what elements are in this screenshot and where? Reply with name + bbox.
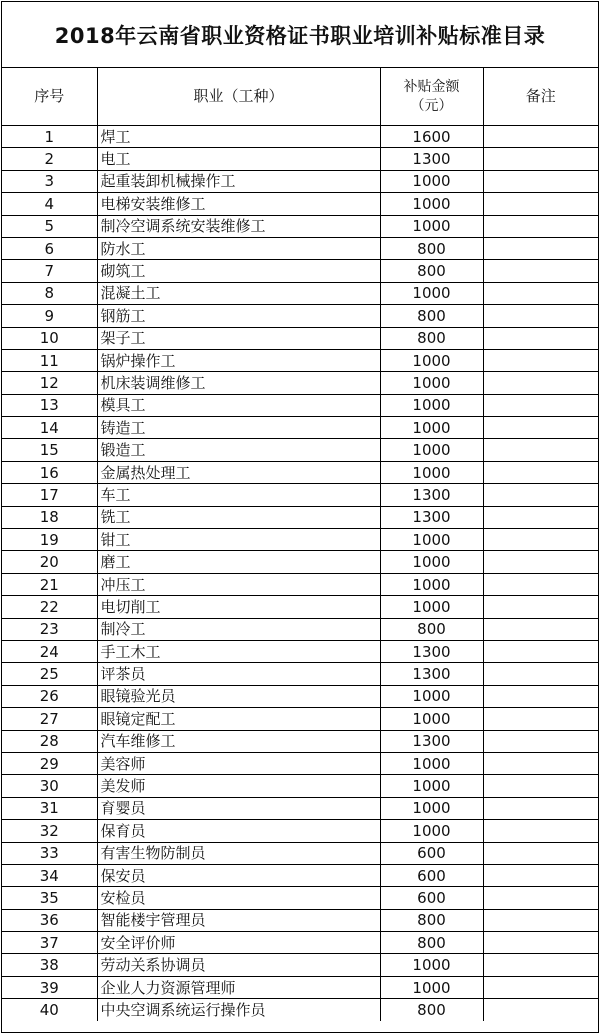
row-amount-cell: 1000: [380, 797, 483, 819]
row-index-cell: 31: [2, 797, 97, 819]
row-amount-cell: 600: [380, 864, 483, 886]
row-occupation-cell: 劳动关系协调员: [97, 954, 380, 976]
row-index-cell: 17: [2, 484, 97, 506]
row-amount-cell: 1000: [380, 752, 483, 774]
row-amount-cell: 1000: [380, 685, 483, 707]
row-occupation-cell: 电梯安装维修工: [97, 193, 380, 215]
table-row: [2, 237, 598, 259]
table-row: [2, 708, 598, 730]
row-remark-cell: [483, 663, 598, 685]
table-row: [2, 775, 598, 797]
table-row: [2, 439, 598, 461]
row-amount-cell: 1000: [380, 551, 483, 573]
table-row: [2, 215, 598, 237]
row-amount-cell: 1300: [380, 148, 483, 170]
row-occupation-cell: 架子工: [97, 327, 380, 349]
row-occupation-cell: 评茶员: [97, 663, 380, 685]
row-amount-cell: 1000: [380, 708, 483, 730]
table-row: [2, 327, 598, 349]
row-amount-cell: 1000: [380, 349, 483, 371]
row-remark-cell: [483, 618, 598, 640]
row-remark-cell: [483, 506, 598, 528]
table-row: [2, 461, 598, 483]
table-row: [2, 999, 598, 1021]
row-amount-cell: 1000: [380, 193, 483, 215]
row-amount-cell: 1000: [380, 417, 483, 439]
row-index-cell: 28: [2, 730, 97, 752]
row-occupation-cell: 智能楼宇管理员: [97, 909, 380, 931]
row-index-cell: 35: [2, 887, 97, 909]
table-row: [2, 663, 598, 685]
row-occupation-cell: 钢筋工: [97, 305, 380, 327]
table-row: [2, 640, 598, 662]
row-amount-cell: 1000: [380, 282, 483, 304]
row-occupation-cell: 中央空调系统运行操作员: [97, 999, 380, 1021]
row-index-cell: 2: [2, 148, 97, 170]
table-row: [2, 126, 598, 148]
row-index-cell: 3: [2, 170, 97, 192]
table-row: [2, 954, 598, 976]
table-row: [2, 842, 598, 864]
row-remark-cell: [483, 909, 598, 931]
row-index-cell: 21: [2, 573, 97, 595]
row-remark-cell: [483, 708, 598, 730]
row-occupation-cell: 保育员: [97, 820, 380, 842]
row-index-cell: 22: [2, 596, 97, 618]
row-index-cell: 19: [2, 529, 97, 551]
row-index-cell: 12: [2, 372, 97, 394]
row-amount-cell: 800: [380, 305, 483, 327]
row-index-cell: 6: [2, 237, 97, 259]
row-index-cell: 8: [2, 282, 97, 304]
row-amount-cell: 1000: [380, 215, 483, 237]
row-remark-cell: [483, 126, 598, 148]
row-amount-cell: 1000: [380, 372, 483, 394]
row-amount-cell: 1000: [380, 954, 483, 976]
header-remark: 备注: [483, 68, 598, 126]
row-index-cell: 11: [2, 349, 97, 371]
row-occupation-cell: 防水工: [97, 237, 380, 259]
row-occupation-cell: 钳工: [97, 529, 380, 551]
row-remark-cell: [483, 394, 598, 416]
table-row: [2, 596, 598, 618]
row-index-cell: 15: [2, 439, 97, 461]
table-row: [2, 282, 598, 304]
table-row: [2, 148, 598, 170]
row-index-cell: 38: [2, 954, 97, 976]
row-amount-cell: 1300: [380, 663, 483, 685]
row-index-cell: 1: [2, 126, 97, 148]
row-remark-cell: [483, 237, 598, 259]
row-occupation-cell: 铣工: [97, 506, 380, 528]
row-occupation-cell: 眼镜定配工: [97, 708, 380, 730]
row-remark-cell: [483, 417, 598, 439]
row-amount-cell: 800: [380, 327, 483, 349]
row-index-cell: 16: [2, 461, 97, 483]
row-index-cell: 20: [2, 551, 97, 573]
row-remark-cell: [483, 976, 598, 998]
row-index-cell: 37: [2, 932, 97, 954]
row-occupation-cell: 锅炉操作工: [97, 349, 380, 371]
row-amount-cell: 1300: [380, 506, 483, 528]
table-body: [2, 126, 598, 1021]
row-remark-cell: [483, 529, 598, 551]
row-occupation-cell: 机床装调维修工: [97, 372, 380, 394]
row-occupation-cell: 混凝土工: [97, 282, 380, 304]
row-occupation-cell: 美发师: [97, 775, 380, 797]
table-row: [2, 685, 598, 707]
table-row: [2, 909, 598, 931]
row-remark-cell: [483, 573, 598, 595]
row-remark-cell: [483, 820, 598, 842]
row-amount-cell: 1000: [380, 976, 483, 998]
row-occupation-cell: 冲压工: [97, 573, 380, 595]
row-index-cell: 40: [2, 999, 97, 1021]
row-amount-cell: 800: [380, 932, 483, 954]
row-occupation-cell: 有害生物防制员: [97, 842, 380, 864]
row-index-cell: 36: [2, 909, 97, 931]
header-occupation: 职业（工种）: [97, 68, 380, 126]
table-row: [2, 305, 598, 327]
table-row: [2, 506, 598, 528]
row-amount-cell: 800: [380, 909, 483, 931]
table-row: [2, 797, 598, 819]
table-row: [2, 864, 598, 886]
row-index-cell: 34: [2, 864, 97, 886]
table-row: [2, 820, 598, 842]
row-amount-cell: 1000: [380, 461, 483, 483]
row-occupation-cell: 铸造工: [97, 417, 380, 439]
row-index-cell: 9: [2, 305, 97, 327]
row-remark-cell: [483, 305, 598, 327]
row-index-cell: 24: [2, 640, 97, 662]
row-remark-cell: [483, 484, 598, 506]
row-remark-cell: [483, 260, 598, 282]
row-amount-cell: 800: [380, 237, 483, 259]
row-amount-cell: 600: [380, 887, 483, 909]
row-index-cell: 26: [2, 685, 97, 707]
row-remark-cell: [483, 327, 598, 349]
row-index-cell: 7: [2, 260, 97, 282]
row-occupation-cell: 美容师: [97, 752, 380, 774]
row-amount-cell: 1000: [380, 170, 483, 192]
header-amount-line1: 补贴金额: [403, 78, 460, 95]
row-occupation-cell: 保安员: [97, 864, 380, 886]
row-remark-cell: [483, 685, 598, 707]
table-row: [2, 573, 598, 595]
row-occupation-cell: 育婴员: [97, 797, 380, 819]
row-occupation-cell: 模具工: [97, 394, 380, 416]
row-remark-cell: [483, 551, 598, 573]
table-row: [2, 976, 598, 998]
subsidy-table-document: [1, 1, 599, 1033]
row-amount-cell: 1300: [380, 640, 483, 662]
row-index-cell: 29: [2, 752, 97, 774]
row-occupation-cell: 汽车维修工: [97, 730, 380, 752]
table-row: [2, 170, 598, 192]
row-remark-cell: [483, 282, 598, 304]
row-index-cell: 5: [2, 215, 97, 237]
row-occupation-cell: 砌筑工: [97, 260, 380, 282]
row-amount-cell: 800: [380, 260, 483, 282]
row-index-cell: 18: [2, 506, 97, 528]
table-row: [2, 394, 598, 416]
row-occupation-cell: 电工: [97, 148, 380, 170]
document-title: 2018年云南省职业资格证书职业培训补贴标准目录: [2, 2, 598, 68]
row-remark-cell: [483, 596, 598, 618]
row-amount-cell: 800: [380, 618, 483, 640]
row-remark-cell: [483, 349, 598, 371]
row-remark-cell: [483, 775, 598, 797]
row-occupation-cell: 起重装卸机械操作工: [97, 170, 380, 192]
row-remark-cell: [483, 999, 598, 1021]
row-remark-cell: [483, 372, 598, 394]
table-row: [2, 752, 598, 774]
row-occupation-cell: 制冷空调系统安装维修工: [97, 215, 380, 237]
row-remark-cell: [483, 170, 598, 192]
table-row: [2, 551, 598, 573]
row-remark-cell: [483, 887, 598, 909]
row-occupation-cell: 电切削工: [97, 596, 380, 618]
row-amount-cell: 1000: [380, 820, 483, 842]
row-occupation-cell: 企业人力资源管理师: [97, 976, 380, 998]
row-index-cell: 33: [2, 842, 97, 864]
header-amount: [380, 68, 483, 126]
row-occupation-cell: 手工木工: [97, 640, 380, 662]
row-index-cell: 30: [2, 775, 97, 797]
row-amount-cell: 1600: [380, 126, 483, 148]
row-occupation-cell: 安检员: [97, 887, 380, 909]
table-row: [2, 887, 598, 909]
row-occupation-cell: 安全评价师: [97, 932, 380, 954]
row-index-cell: 39: [2, 976, 97, 998]
table-row: [2, 260, 598, 282]
row-occupation-cell: 锻造工: [97, 439, 380, 461]
row-remark-cell: [483, 797, 598, 819]
row-index-cell: 32: [2, 820, 97, 842]
row-remark-cell: [483, 148, 598, 170]
table-row: [2, 618, 598, 640]
table-row: [2, 932, 598, 954]
row-remark-cell: [483, 954, 598, 976]
row-index-cell: 27: [2, 708, 97, 730]
table-row: [2, 730, 598, 752]
header-amount-line2: （元）: [410, 97, 453, 114]
table-row: [2, 372, 598, 394]
table-row: [2, 417, 598, 439]
row-index-cell: 14: [2, 417, 97, 439]
row-amount-cell: 800: [380, 999, 483, 1021]
row-index-cell: 13: [2, 394, 97, 416]
row-index-cell: 10: [2, 327, 97, 349]
row-remark-cell: [483, 864, 598, 886]
row-amount-cell: 1000: [380, 529, 483, 551]
row-amount-cell: 1000: [380, 439, 483, 461]
row-remark-cell: [483, 215, 598, 237]
row-occupation-cell: 焊工: [97, 126, 380, 148]
row-index-cell: 25: [2, 663, 97, 685]
row-amount-cell: 1000: [380, 775, 483, 797]
row-amount-cell: 1000: [380, 596, 483, 618]
row-remark-cell: [483, 439, 598, 461]
row-remark-cell: [483, 752, 598, 774]
header-index: 序号: [2, 68, 97, 126]
row-amount-cell: 1300: [380, 484, 483, 506]
table-row: [2, 193, 598, 215]
row-remark-cell: [483, 842, 598, 864]
row-index-cell: 23: [2, 618, 97, 640]
row-amount-cell: 600: [380, 842, 483, 864]
row-remark-cell: [483, 730, 598, 752]
row-amount-cell: 1000: [380, 394, 483, 416]
row-occupation-cell: 车工: [97, 484, 380, 506]
row-remark-cell: [483, 640, 598, 662]
table-row: [2, 484, 598, 506]
row-amount-cell: 1000: [380, 573, 483, 595]
table-header-row: [2, 68, 598, 126]
row-remark-cell: [483, 461, 598, 483]
row-amount-cell: 1300: [380, 730, 483, 752]
table-row: [2, 529, 598, 551]
table-row: [2, 349, 598, 371]
row-remark-cell: [483, 932, 598, 954]
row-occupation-cell: 金属热处理工: [97, 461, 380, 483]
row-occupation-cell: 制冷工: [97, 618, 380, 640]
row-index-cell: 4: [2, 193, 97, 215]
subsidy-table: [2, 68, 598, 1021]
row-remark-cell: [483, 193, 598, 215]
row-occupation-cell: 磨工: [97, 551, 380, 573]
row-occupation-cell: 眼镜验光员: [97, 685, 380, 707]
